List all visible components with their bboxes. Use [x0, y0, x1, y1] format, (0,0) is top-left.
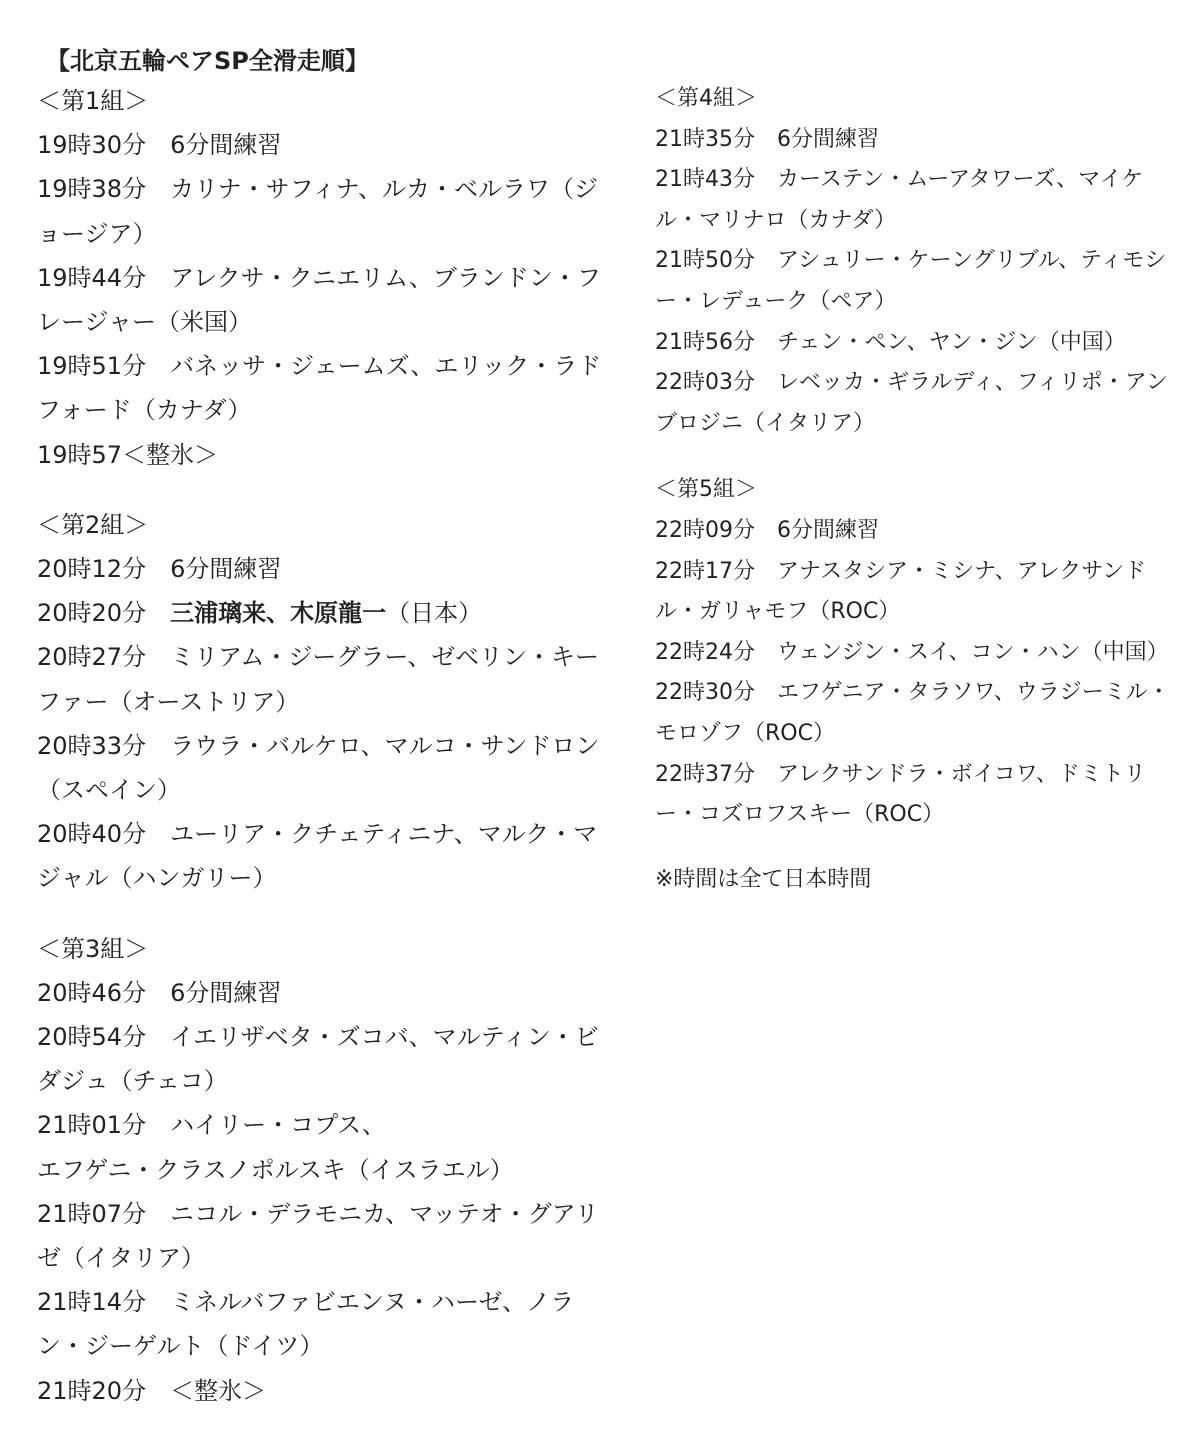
schedule-line: 21時35分 6分間練習 — [655, 126, 879, 152]
schedule-line: 22時03分 レベッカ・ギラルディ、フィリポ・アン — [655, 370, 1168, 396]
schedule-line: 22時24分 ウェンジン・スイ、コン・ハン（中国） — [655, 639, 1169, 665]
schedule-line: 19時57＜整氷＞ — [37, 440, 219, 469]
schedule-line-japan — [37, 591, 622, 635]
group-4-heading: ＜第4組＞ — [655, 86, 757, 111]
schedule-line: 20時40分 ユーリア・クチェティニナ、マルク・マ — [37, 820, 598, 849]
group-3-heading: ＜第3組＞ — [37, 934, 149, 963]
spacer — [37, 477, 622, 503]
spacer — [37, 901, 622, 927]
schedule-line: ル・ガリャモフ（ROC） — [655, 599, 901, 625]
schedule-line: ン・ジーゲルト（ドイツ） — [37, 1332, 324, 1361]
time-label: 20時20分 — [37, 599, 171, 628]
group-5-heading: ＜第5組＞ — [655, 477, 757, 503]
country-label: （日本） — [386, 599, 483, 628]
spacer — [655, 444, 1193, 470]
schedule-line: 21時50分 アシュリー・ケーングリブル、ティモシ — [655, 248, 1167, 274]
schedule-line: ゼ（イタリア） — [37, 1244, 205, 1273]
schedule-line: 19時44分 アレクサ・クニエリム、ブランドン・フ — [37, 263, 601, 292]
schedule-line: レージャー（米国） — [37, 308, 253, 337]
schedule-line: 20時54分 イエリザベタ・ズコバ、マルティン・ビ — [37, 1023, 599, 1052]
schedule-line: 21時56分 チェン・ペン、ヤン・ジン（中国） — [655, 329, 1126, 355]
schedule-line: ダジュ（チェコ） — [37, 1067, 228, 1096]
article-title: 【北京五輪ペアSP全滑走順】 — [46, 47, 369, 75]
group-4 — [655, 79, 1193, 444]
schedule-line: ョージア） — [37, 219, 157, 248]
japan-pair-names: 三浦璃来、木原龍一 — [170, 599, 387, 628]
schedule-line: 21時14分 ミネルバファビエンヌ・ハーゼ、ノラ — [37, 1288, 575, 1317]
schedule-line: ー・コズロフスキー（ROC） — [655, 802, 945, 828]
group-3 — [37, 927, 622, 1413]
schedule-line: エフゲニ・クラスノポルスキ（イスラエル） — [37, 1155, 514, 1184]
schedule-line: 20時33分 ラウラ・バルケロ、マルコ・サンドロン — [37, 731, 600, 760]
schedule-line: 21時43分 カーステン・ムーアタワーズ、マイケ — [655, 167, 1144, 193]
schedule-line: 19時30分 6分間練習 — [37, 131, 282, 160]
schedule-line: 19時38分 カリナ・サフィナ、ルカ・ベルラワ（ジ — [37, 175, 598, 204]
schedule-line: 21時01分 ハイリー・コプス、 — [37, 1111, 386, 1140]
schedule-line: ジャル（ハンガリー） — [37, 864, 277, 893]
schedule-line: 22時37分 アレクサンドラ・ボイコワ、ドミトリ — [655, 761, 1146, 787]
spacer — [655, 836, 1193, 860]
schedule-line: フォード（カナダ） — [37, 396, 252, 425]
schedule-line: （スペイン） — [37, 776, 181, 805]
schedule-line: モロゾフ（ROC） — [655, 720, 835, 746]
right-column — [655, 79, 1193, 900]
schedule-line: 22時17分 アナスタシア・ミシナ、アレクサンド — [655, 558, 1147, 584]
schedule-line: 20時46分 6分間練習 — [37, 978, 282, 1007]
schedule-line: 21時07分 ニコル・デラモニカ、マッテオ・グアリ — [37, 1199, 599, 1228]
schedule-line: 20時12分 6分間練習 — [37, 555, 282, 584]
schedule-line: ル・マリナロ（カナダ） — [655, 207, 897, 233]
timezone-note: ※時間は全て日本時間 — [655, 866, 872, 892]
group-2-heading: ＜第2組＞ — [37, 510, 149, 539]
left-column — [37, 79, 622, 1413]
schedule-line: 19時51分 バネッサ・ジェームズ、エリック・ラド — [37, 352, 602, 381]
schedule-line: ブロジニ（イタリア） — [655, 410, 876, 436]
schedule-line: 22時30分 エフゲニア・タラソワ、ウラジーミル・ — [655, 680, 1170, 706]
schedule-line: 20時27分 ミリアム・ジーグラー、ゼベリン・キー — [37, 643, 599, 672]
group-1-heading: ＜第1組＞ — [37, 87, 149, 115]
group-5 — [655, 470, 1193, 835]
group-2 — [37, 503, 622, 901]
schedule-line: ファー（オーストリア） — [37, 687, 300, 716]
schedule-line: ー・レデューク（ペア） — [655, 288, 897, 314]
group-1 — [37, 79, 622, 477]
schedule-line: 22時09分 6分間練習 — [655, 517, 879, 543]
schedule-line: 21時20分 ＜整氷＞ — [37, 1376, 267, 1405]
